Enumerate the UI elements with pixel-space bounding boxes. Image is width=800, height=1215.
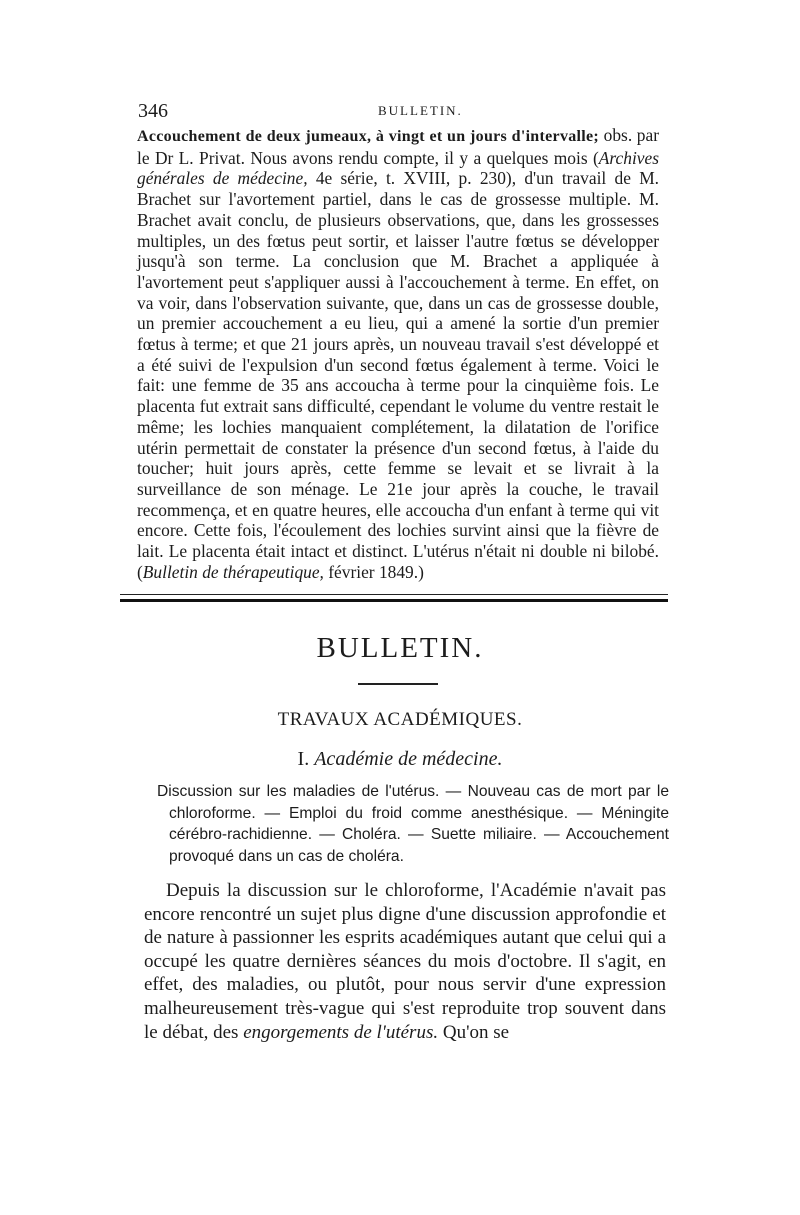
subsection-heading: [0, 748, 800, 771]
article-text-c: février 1849.): [323, 561, 424, 582]
body-italic: engorgements de l'utérus.: [243, 1021, 439, 1043]
section-heading: TRAVAUX ACADÉMIQUES.: [277, 709, 523, 730]
body-paragraph: [144, 879, 666, 1044]
body-text-b: Qu'on se: [438, 1021, 510, 1043]
body-text-a: Depuis la discussion sur le chloroforme, l'Académie n'avait pas encore rencontré un sujet plus digne d'une discussion approfondie et de nature à passionner les esprits académiques autant que celui qui a occupé les quatre dernières séances du mois d'octobre. Il s'agit, en effet, des maladies, ou plutôt, pour nous servir d'une expression malheureusement très-vague qui s'est reproduite trop souvent dans le débat, des: [144, 880, 666, 1043]
heading-rule: [358, 683, 438, 685]
page-number: 346: [138, 100, 168, 122]
article-citation-archives: Archives générales de médecine,: [137, 147, 659, 189]
section-divider-thick: [120, 599, 668, 602]
article-twins-delivery: [137, 125, 659, 582]
article-lead: Accouchement de deux jumeaux, à vingt et un jours d'intervalle;: [137, 128, 600, 145]
section-divider-thin: [120, 594, 668, 595]
subsection-number: I.: [297, 748, 310, 770]
session-summary: Discussion sur les maladies de l'utérus. — Nouveau cas de mort par le chloroforme. — Emploi du froid comme anesthésique. — Méningite cérébro-rachidienne. — Choléra. — Suette miliaire. — Accouchement provoqué dans un cas de choléra.: [157, 783, 669, 865]
subsection-title: Académie de médecine.: [314, 748, 503, 770]
running-title: BULLETIN.: [378, 103, 463, 118]
article-text-a: obs. par le Dr L. Privat. Nous avons rendu compte, il y a quelques mois (: [137, 125, 659, 168]
article-citation-bulletin: Bulletin de thérapeutique,: [142, 561, 324, 582]
article-text-b: 4e série, t. XVIII, p. 230), d'un travail de M. Brachet sur l'avortement partiel, dans le cas de grossesse multiple. M. Brachet avait conclu, de plusieurs observations, que, dans les grossesses multiples, un des fœtus peut sortir, et laisser l'autre fœtus se développer jusqu'à son terme. La conclusion que M. Brachet a appliquée à l'avortement peut s'appliquer aussi à l'accouchement à terme. En effet, on va voir, dans l'observation suivante, que, dans un cas de grossesse double, un premier accouchement a eu lieu, qui a amené la sortie d'un premier fœtus à terme; et que 21 jours après, un nouveau travail s'est développé et a été suivi de l'expulsion d'un second fœtus également à terme. Voici le fait: une femme de 35 ans accoucha à terme pour la cinquième fois. Le placenta fut extrait sans difficulté, cependant le volume du ventre restait le même; les lochies manquaient complétement, la dilatation de l'orifice utérin permettait de constater la présence d'un second fœtus, à l'aide du toucher; huit jours après, cette femme se levait et se livrait à la surveillance de son ménage. Le 21e jour après la couche, le travail recommença, et en quatre heures, elle accoucha d'un enfant à terme qui vit encore. Cette fois, l'écoulement des lochies survint ainsi que la fièvre de lait. Le placenta était intact et distinct. L'utérus n'était ni double ni bilobé. (: [137, 168, 660, 582]
bulletin-heading: BULLETIN.: [316, 632, 484, 664]
